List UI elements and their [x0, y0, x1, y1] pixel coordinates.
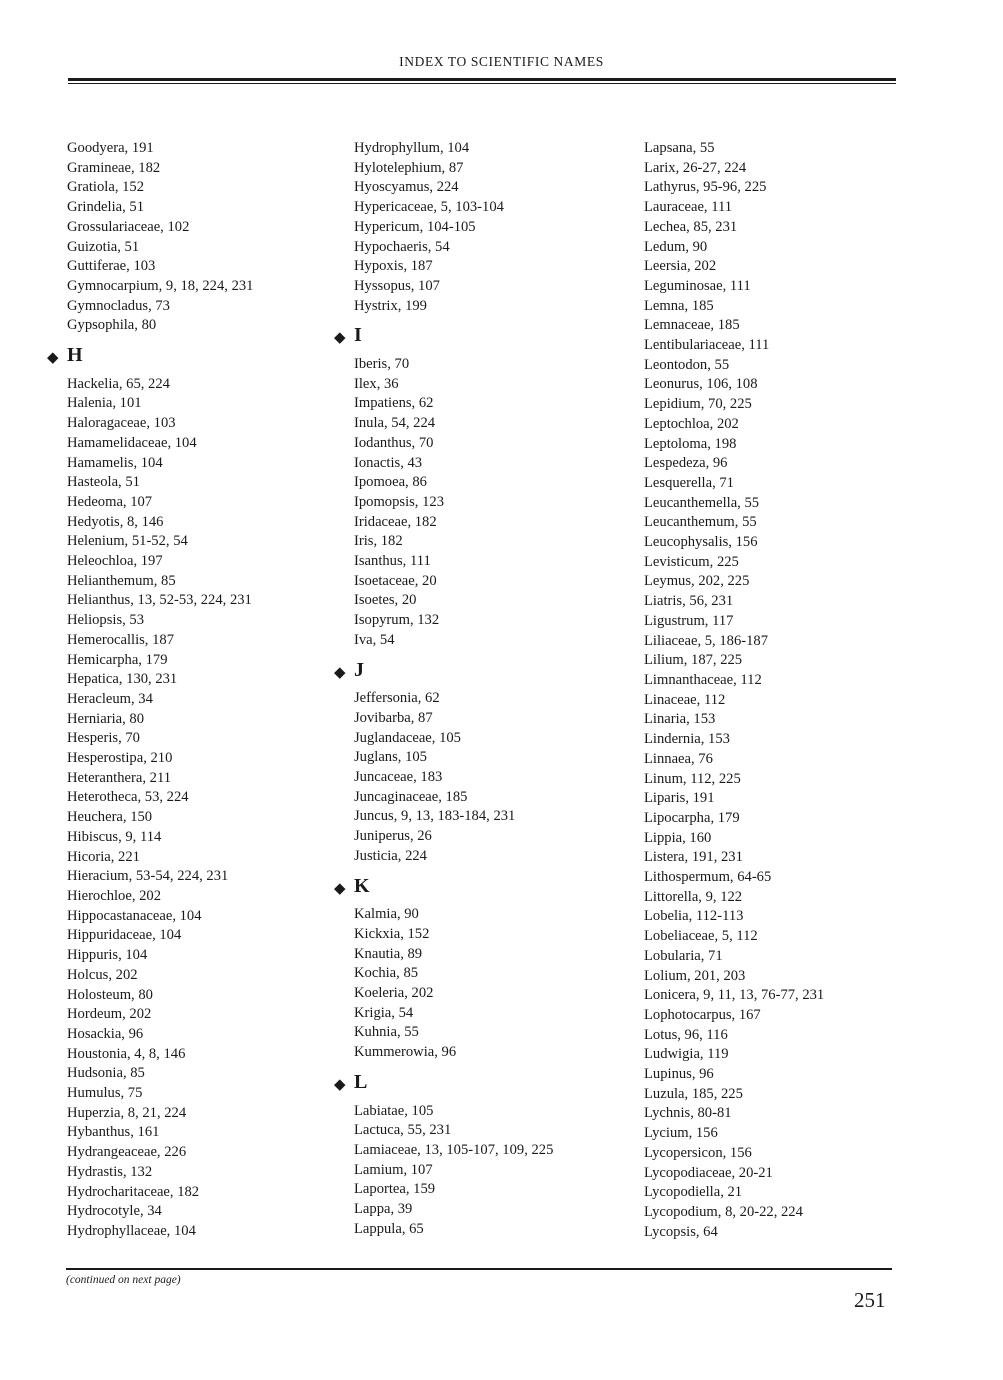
- index-entry: Helianthus, 13, 52-53, 224, 231: [67, 592, 252, 609]
- letter-heading-h: [47, 344, 347, 367]
- index-entry: Leptoloma, 198: [644, 435, 737, 452]
- index-column-2: [334, 139, 634, 1240]
- index-entry: Juncus, 9, 13, 183-184, 231: [354, 808, 516, 825]
- index-entry: Gymnocarpium, 9, 18, 224, 231: [67, 277, 254, 294]
- index-entry: Lepidium, 70, 225: [644, 396, 752, 413]
- index-entry: Lycopersicon, 156: [644, 1144, 752, 1161]
- index-entry: Isopyrum, 132: [354, 612, 440, 629]
- index-entry: Heracleum, 34: [67, 690, 153, 707]
- index-entry: Lemnaceae, 185: [644, 317, 740, 334]
- index-entry: Lilium, 187, 225: [644, 652, 743, 669]
- index-entry: Lithospermum, 64-65: [644, 869, 772, 886]
- index-entry: Holcus, 202: [67, 966, 138, 983]
- index-entry: Heteranthera, 211: [67, 769, 171, 786]
- index-entry: Hydrocotyle, 34: [67, 1203, 162, 1220]
- index-entry: Juglandaceae, 105: [354, 729, 461, 746]
- index-entry: Iva, 54: [354, 631, 395, 648]
- index-entry: Ludwigia, 119: [644, 1046, 729, 1063]
- index-entry: Ionactis, 43: [354, 454, 423, 471]
- index-entry: Ipomopsis, 123: [354, 493, 444, 510]
- index-entry: Hamamelidaceae, 104: [67, 434, 197, 451]
- index-entry: Hydrophyllum, 104: [354, 140, 470, 156]
- index-entry: Helianthemum, 85: [67, 572, 176, 589]
- index-entry: Lathyrus, 95-96, 225: [644, 179, 767, 196]
- letter-heading-i: [334, 324, 634, 347]
- index-entry: Grindelia, 51: [67, 199, 145, 216]
- index-entry: Lobelia, 112-113: [644, 908, 744, 925]
- index-entry: Hieracium, 53-54, 224, 231: [67, 868, 229, 885]
- index-entry: Laportea, 159: [354, 1181, 436, 1198]
- index-entry: Hydrocharitaceae, 182: [67, 1183, 200, 1200]
- index-entry: Hierochloe, 202: [67, 888, 162, 904]
- index-entry: Hedeoma, 107: [67, 493, 153, 510]
- index-entry: Hippuris, 104: [67, 947, 148, 964]
- index-entry: Lactuca, 55, 231: [354, 1122, 452, 1139]
- index-entry: Lauraceae, 111: [644, 199, 733, 216]
- index-entry: Leucanthemum, 55: [644, 514, 757, 531]
- index-entry: Hosackia, 96: [67, 1025, 144, 1042]
- header-rule-thick: [68, 78, 896, 81]
- index-entry: Hibiscus, 9, 114: [67, 828, 162, 845]
- index-entry: Linaceae, 112: [644, 691, 726, 708]
- index-entry: Lupinus, 96: [644, 1066, 714, 1083]
- index-entry: Lipocarpha, 179: [644, 809, 740, 826]
- index-entry: Hemicarpha, 179: [67, 651, 168, 668]
- index-entry: Hudsonia, 85: [67, 1065, 145, 1082]
- index-entry: Lophotocarpus, 167: [644, 1006, 761, 1023]
- index-entry: Lespedeza, 96: [644, 455, 728, 472]
- index-entry: Limnanthaceae, 112: [644, 671, 762, 688]
- index-entry: Hordeum, 202: [67, 1006, 152, 1023]
- index-entry: Heliopsis, 53: [67, 612, 145, 629]
- letter-heading-l: [334, 1070, 634, 1093]
- index-entry: Ilex, 36: [354, 375, 399, 392]
- index-entry: Levisticum, 225: [644, 553, 739, 570]
- index-entry: Hemerocallis, 187: [67, 631, 174, 648]
- index-entry: Ledum, 90: [644, 238, 708, 255]
- index-entry: Leguminosae, 111: [644, 277, 751, 294]
- index-entry: Grossulariaceae, 102: [67, 218, 190, 235]
- index-entry: Hyoscyamus, 224: [354, 179, 459, 196]
- index-entry: Houstonia, 4, 8, 146: [67, 1045, 186, 1062]
- index-entry: Kuhnia, 55: [354, 1024, 419, 1041]
- index-entry: Juncaginaceae, 185: [354, 788, 468, 805]
- index-entry: Hylotelephium, 87: [354, 159, 464, 176]
- index-entry: Iberis, 70: [354, 356, 410, 373]
- index-entry: Kochia, 85: [354, 965, 419, 982]
- index-entry: Lycium, 156: [644, 1125, 718, 1142]
- index-entry: Lotus, 96, 116: [644, 1026, 728, 1043]
- index-entry: Leersia, 202: [644, 258, 717, 275]
- index-entry: Hamamelis, 104: [67, 454, 163, 471]
- index-entry: Kalmia, 90: [354, 906, 419, 923]
- index-entry: Impatiens, 62: [354, 395, 434, 412]
- index-entry: Littorella, 9, 122: [644, 888, 743, 905]
- index-entry: Liliaceae, 5, 186-187: [644, 632, 768, 649]
- header-rule-thin: [68, 83, 896, 84]
- index-entry: Goodyera, 191: [67, 140, 154, 156]
- index-column-3: [644, 139, 924, 1242]
- index-entry: Heterotheca, 53, 224: [67, 789, 189, 806]
- index-entry: Krigia, 54: [354, 1004, 414, 1021]
- index-entry: Lappula, 65: [354, 1220, 424, 1237]
- index-entry: Hesperis, 70: [67, 730, 140, 747]
- index-entry: Guttiferae, 103: [67, 258, 156, 275]
- index-entry: Leucanthemella, 55: [644, 494, 760, 511]
- index-entry: Linum, 112, 225: [644, 770, 741, 787]
- index-entry: Iris, 182: [354, 533, 403, 550]
- diamond-bullet-icon: ◆: [47, 350, 59, 367]
- index-column-1: [47, 139, 347, 1242]
- index-entry: Linaria, 153: [644, 711, 716, 728]
- index-entry: Ipomoea, 86: [354, 474, 427, 491]
- index-entry: Kickxia, 152: [354, 925, 430, 942]
- index-entry: Humulus, 75: [67, 1085, 143, 1102]
- index-entry: Leonurus, 106, 108: [644, 376, 758, 393]
- diamond-bullet-icon: ◆: [334, 1076, 346, 1093]
- index-entry: Hicoria, 221: [67, 848, 140, 865]
- index-entry: Haloragaceae, 103: [67, 415, 176, 432]
- index-entry: Justicia, 224: [354, 847, 427, 864]
- index-entry: Hyssopus, 107: [354, 277, 440, 294]
- index-entry: Hydrangeaceae, 226: [67, 1144, 187, 1161]
- index-entry: Lippia, 160: [644, 829, 712, 846]
- index-entry: Lycopodium, 8, 20-22, 224: [644, 1203, 803, 1220]
- index-entry: Lolium, 201, 203: [644, 967, 746, 984]
- page-number: 251: [854, 1288, 886, 1312]
- index-entry: Hackelia, 65, 224: [67, 375, 170, 392]
- index-entry: Hypericum, 104-105: [354, 218, 476, 235]
- index-entry: Leucophysalis, 156: [644, 534, 758, 551]
- index-entry: Jeffersonia, 62: [354, 690, 440, 707]
- index-entry: Juglans, 105: [354, 749, 427, 766]
- index-entry: Lamiaceae, 13, 105-107, 109, 225: [354, 1141, 554, 1158]
- continued-note: (continued on next page): [66, 1274, 181, 1286]
- index-entry: Luzula, 185, 225: [644, 1085, 743, 1102]
- index-entry: Leptochloa, 202: [644, 415, 739, 432]
- index-entry: Heleochloa, 197: [67, 553, 163, 570]
- diamond-bullet-icon: ◆: [334, 330, 346, 347]
- index-entry: Leontodon, 55: [644, 356, 730, 373]
- index-entry: Lentibulariaceae, 111: [644, 337, 770, 354]
- letter-heading-k: [334, 874, 634, 897]
- index-entry: Juncaceae, 183: [354, 769, 443, 786]
- index-entry: Larix, 26-27, 224: [644, 159, 747, 176]
- index-entry: Kummerowia, 96: [354, 1044, 457, 1061]
- index-entry: Hepatica, 130, 231: [67, 671, 178, 688]
- index-entry: Lindernia, 153: [644, 731, 730, 748]
- index-entry: Hasteola, 51: [67, 474, 140, 491]
- index-entry: Hypoxis, 187: [354, 258, 433, 275]
- letter-heading-text: K: [354, 874, 370, 897]
- index-entry: Liparis, 191: [644, 790, 715, 807]
- letter-heading-text: L: [354, 1070, 368, 1093]
- index-entry: Liatris, 56, 231: [644, 593, 734, 610]
- letter-heading-j: [334, 658, 634, 681]
- index-entry: Lycopodiella, 21: [644, 1184, 743, 1201]
- index-entry: Koeleria, 202: [354, 985, 434, 1002]
- footer-rule: [66, 1268, 892, 1270]
- index-entry: Leymus, 202, 225: [644, 573, 750, 590]
- diamond-bullet-icon: ◆: [334, 664, 346, 681]
- index-entry: Lappa, 39: [354, 1201, 413, 1218]
- index-entry: Isoetes, 20: [354, 592, 417, 609]
- index-entry: Ligustrum, 117: [644, 612, 734, 629]
- index-entry: Juniperus, 26: [354, 828, 432, 845]
- index-entry: Isanthus, 111: [354, 553, 431, 570]
- index-entry: Hypochaeris, 54: [354, 238, 450, 255]
- index-entry: Gratiola, 152: [67, 179, 145, 196]
- index-entry: Hydrastis, 132: [67, 1163, 153, 1180]
- index-entry: Gramineae, 182: [67, 159, 161, 176]
- index-entry: Lychnis, 80-81: [644, 1105, 732, 1122]
- index-entry: Heuchera, 150: [67, 809, 153, 826]
- index-entry: Lycopsis, 64: [644, 1223, 718, 1240]
- index-entry: Labiatae, 105: [354, 1102, 434, 1119]
- index-entry: Herniaria, 80: [67, 710, 144, 727]
- index-entry: Huperzia, 8, 21, 224: [67, 1104, 187, 1121]
- index-entry: Hybanthus, 161: [67, 1124, 160, 1141]
- index-entry: Holosteum, 80: [67, 986, 153, 1003]
- index-entry: Isoetaceae, 20: [354, 572, 437, 589]
- index-entry: Gypsophila, 80: [67, 317, 157, 334]
- index-entry: Lemna, 185: [644, 297, 714, 314]
- letter-heading-text: J: [354, 658, 364, 681]
- index-entry: Lobularia, 71: [644, 947, 723, 964]
- index-entry: Hippocastanaceae, 104: [67, 907, 202, 924]
- running-header: INDEX TO SCIENTIFIC NAMES: [399, 54, 604, 69]
- index-entry: Lobeliaceae, 5, 112: [644, 928, 758, 945]
- index-entry: Hesperostipa, 210: [67, 750, 173, 767]
- index-entry: Guizotia, 51: [67, 238, 140, 255]
- index-entry: Hippuridaceae, 104: [67, 927, 182, 944]
- index-entry: Lamium, 107: [354, 1161, 433, 1178]
- index-entry: Lechea, 85, 231: [644, 218, 738, 235]
- index-entry: Lonicera, 9, 11, 13, 76-77, 231: [644, 987, 825, 1004]
- index-entry: Lesquerella, 71: [644, 474, 734, 491]
- diamond-bullet-icon: ◆: [334, 880, 346, 897]
- index-entry: Hydrophyllaceae, 104: [67, 1222, 196, 1239]
- index-entry: Listera, 191, 231: [644, 849, 743, 866]
- index-entry: Knautia, 89: [354, 945, 423, 962]
- index-entry: Halenia, 101: [67, 395, 142, 412]
- index-entry: Jovibarba, 87: [354, 709, 433, 726]
- index-entry: Hedyotis, 8, 146: [67, 513, 164, 530]
- letter-heading-text: I: [354, 324, 362, 347]
- index-entry: Linnaea, 76: [644, 750, 713, 767]
- index-entry: Lycopodiaceae, 20-21: [644, 1164, 773, 1181]
- letter-heading-text: H: [67, 344, 83, 367]
- index-entry: Iodanthus, 70: [354, 434, 434, 451]
- index-entry: Helenium, 51-52, 54: [67, 533, 188, 550]
- index-entry: Lapsana, 55: [644, 140, 715, 156]
- index-entry: Gymnocladus, 73: [67, 297, 170, 314]
- index-entry: Hystrix, 199: [354, 297, 427, 314]
- index-entry: Iridaceae, 182: [354, 513, 437, 530]
- index-entry: Hypericaceae, 5, 103-104: [354, 199, 504, 216]
- index-entry: Inula, 54, 224: [354, 415, 436, 432]
